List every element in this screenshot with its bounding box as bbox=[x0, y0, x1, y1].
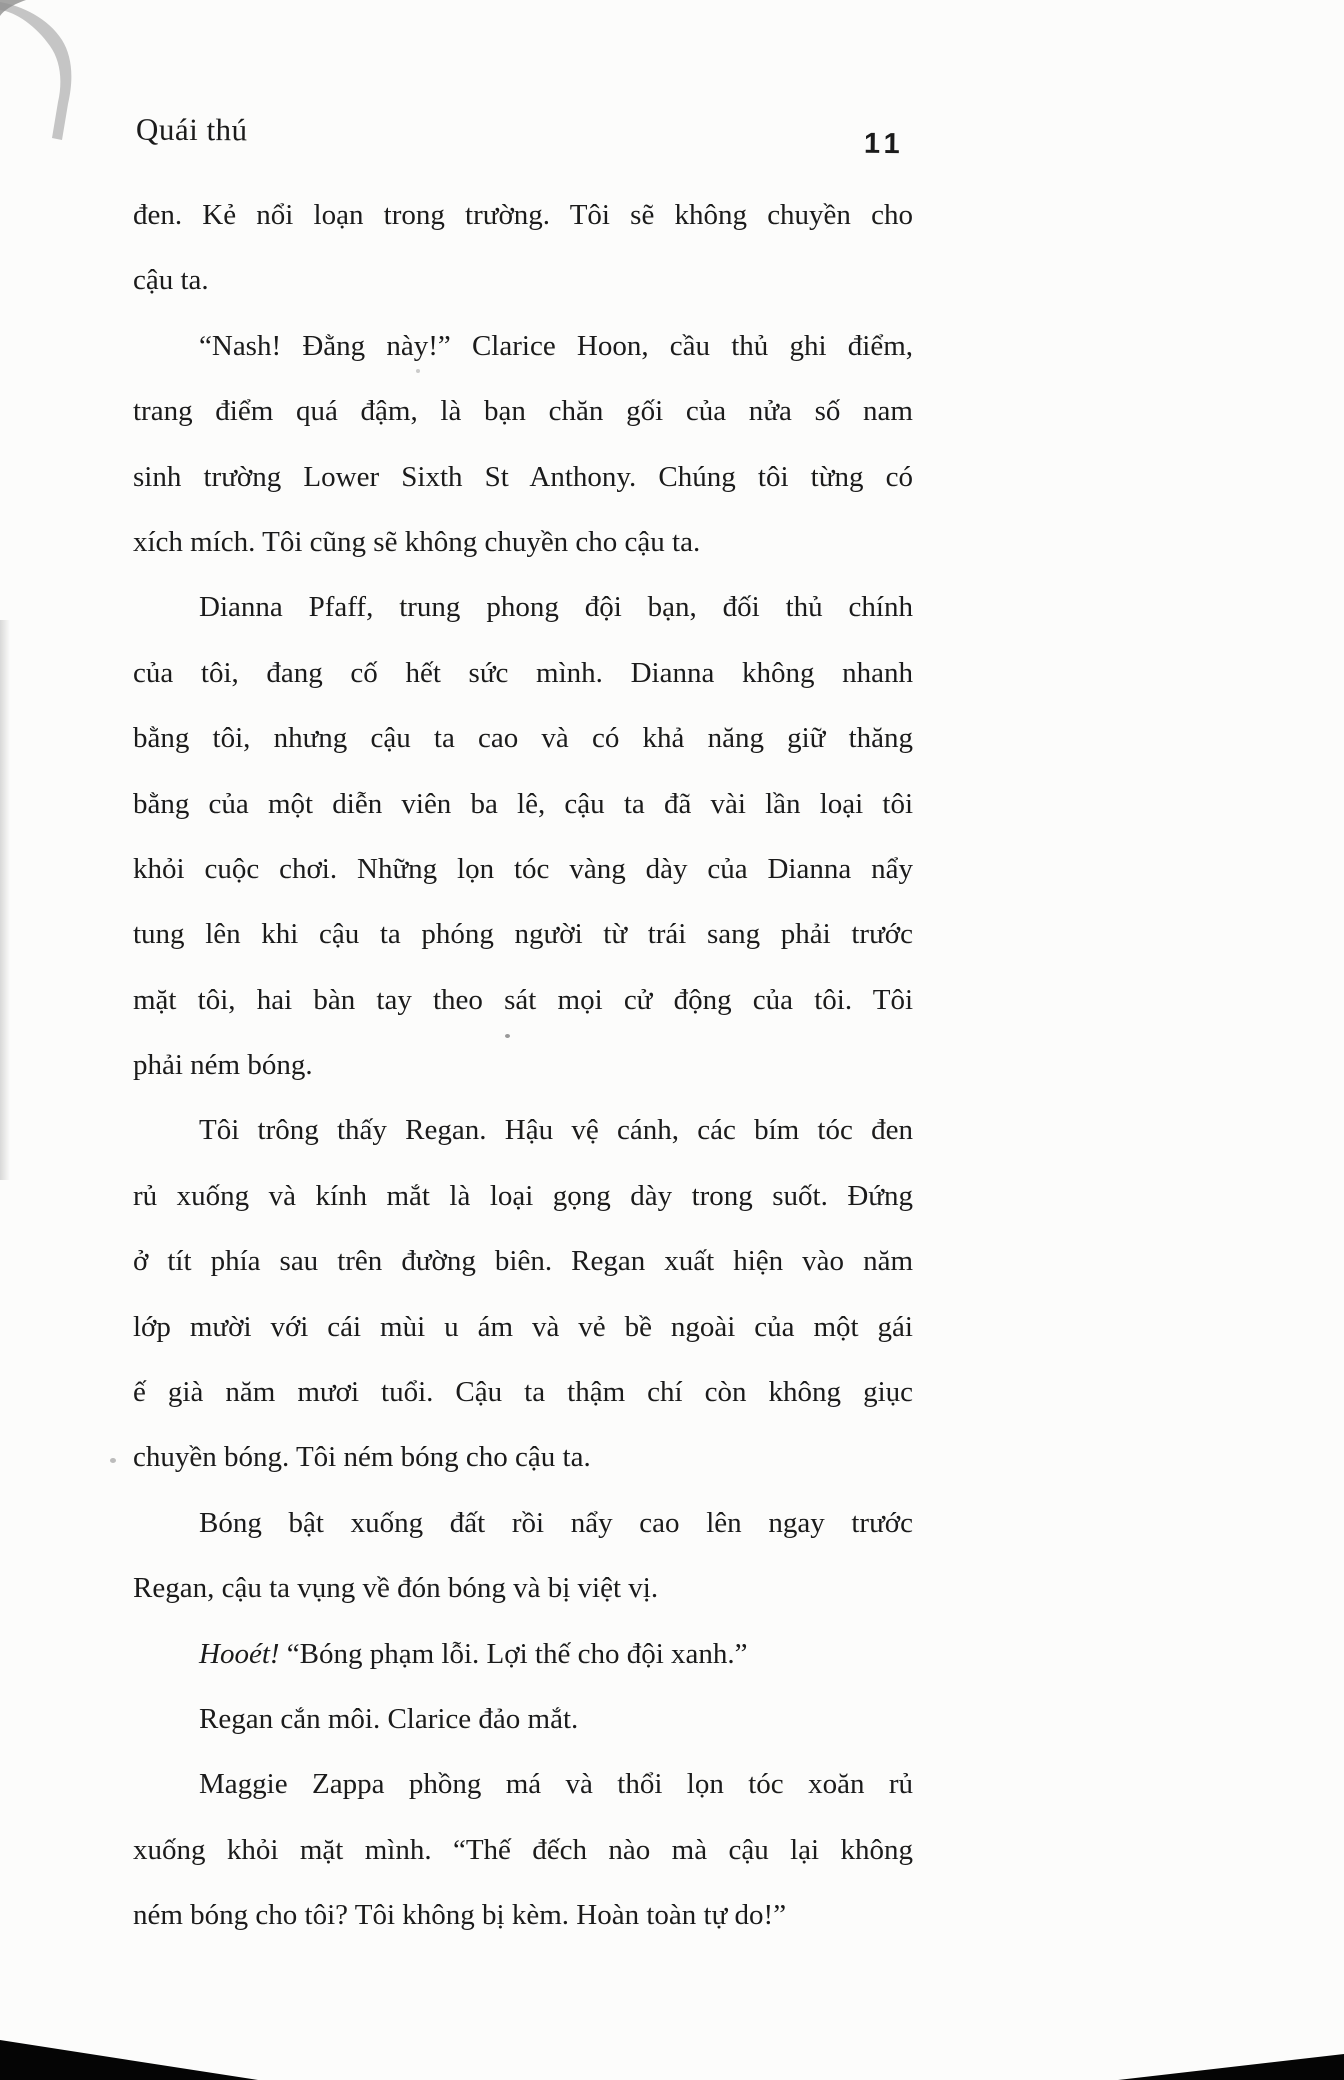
text-line: Dianna Pfaff, trung phong đội bạn, đối thủ chính bbox=[199, 591, 913, 624]
text-line: của tôi, đang cố hết sức mình. Dianna không nhanh bbox=[133, 656, 913, 689]
text-line: khỏi cuộc chơi. Những lọn tóc vàng dày của Dianna nẩy bbox=[133, 852, 913, 885]
text-line: ế già năm mươi tuổi. Cậu ta thậm chí còn không giục bbox=[133, 1376, 913, 1409]
text-line: “Nash! Đằng này!” Clarice Hoon, cầu thủ ghi điểm, bbox=[199, 329, 913, 362]
scan-corner-bottom-left bbox=[0, 2040, 258, 2080]
text-line: tung lên khi cậu ta phóng người từ trái sang phải trước bbox=[133, 918, 913, 951]
scan-corner-bottom-right bbox=[1118, 2054, 1344, 2080]
text-line: xuống khỏi mặt mình. “Thế đếch nào mà cậu lại không bbox=[133, 1833, 913, 1866]
text-line: lớp mười với cái mùi u ám và vẻ bề ngoài của một gái bbox=[133, 1310, 913, 1343]
text-line: chuyền bóng. Tôi ném bóng cho cậu ta. bbox=[133, 1441, 591, 1474]
text-line: trang điểm quá đậm, là bạn chăn gối của nửa số nam bbox=[133, 395, 913, 428]
italic-text: Hooét! bbox=[199, 1637, 280, 1670]
text-line: cậu ta. bbox=[133, 264, 209, 297]
text-line: Tôi trông thấy Regan. Hậu vệ cánh, các bím tóc đen bbox=[199, 1114, 913, 1147]
text-line: Maggie Zappa phồng má và thổi lọn tóc xoăn rủ bbox=[199, 1768, 913, 1801]
dust-speck bbox=[416, 369, 420, 373]
text-line: Regan, cậu ta vụng về đón bóng và bị việt vị. bbox=[133, 1572, 659, 1605]
text-line: bằng tôi, nhưng cậu ta cao và có khả năng giữ thăng bbox=[133, 722, 913, 755]
dust-speck bbox=[505, 1034, 510, 1038]
text-line: phải ném bóng. bbox=[133, 1049, 313, 1082]
text-line: mặt tôi, hai bàn tay theo sát mọi cử động của tôi. Tôi bbox=[133, 983, 913, 1016]
dust-speck bbox=[110, 1458, 116, 1463]
page-curl-artifact bbox=[0, 0, 120, 170]
text-line: xích mích. Tôi cũng sẽ không chuyền cho cậu ta. bbox=[133, 525, 701, 558]
text-block bbox=[133, 183, 913, 1949]
scan-shadow-left bbox=[0, 620, 10, 1180]
text-line: ở tít phía sau trên đường biên. Regan xuất hiện vào năm bbox=[133, 1245, 913, 1278]
text-line: Regan cắn môi. Clarice đảo mắt. bbox=[199, 1702, 579, 1735]
page-number: 11 bbox=[863, 127, 905, 161]
text-line: Bóng bật xuống đất rồi nẩy cao lên ngay trước bbox=[199, 1506, 913, 1539]
text-segment: “Bóng phạm lỗi. Lợi thế cho đội xanh.” bbox=[279, 1637, 748, 1670]
text-line: ném bóng cho tôi? Tôi không bị kèm. Hoàn toàn tự do!” bbox=[133, 1899, 787, 1932]
text-line: sinh trường Lower Sixth St Anthony. Chúng tôi từng có bbox=[133, 460, 913, 493]
text-line: đen. Kẻ nổi loạn trong trường. Tôi sẽ không chuyền cho bbox=[133, 199, 913, 231]
running-title: Quái thú bbox=[135, 111, 248, 148]
text-line: rủ xuống và kính mắt là loại gọng dày trong suốt. Đứng bbox=[133, 1179, 913, 1212]
text-line: bằng của một diễn viên ba lê, cậu ta đã vài lần loại tôi bbox=[133, 787, 913, 820]
text-line bbox=[133, 1622, 913, 1687]
